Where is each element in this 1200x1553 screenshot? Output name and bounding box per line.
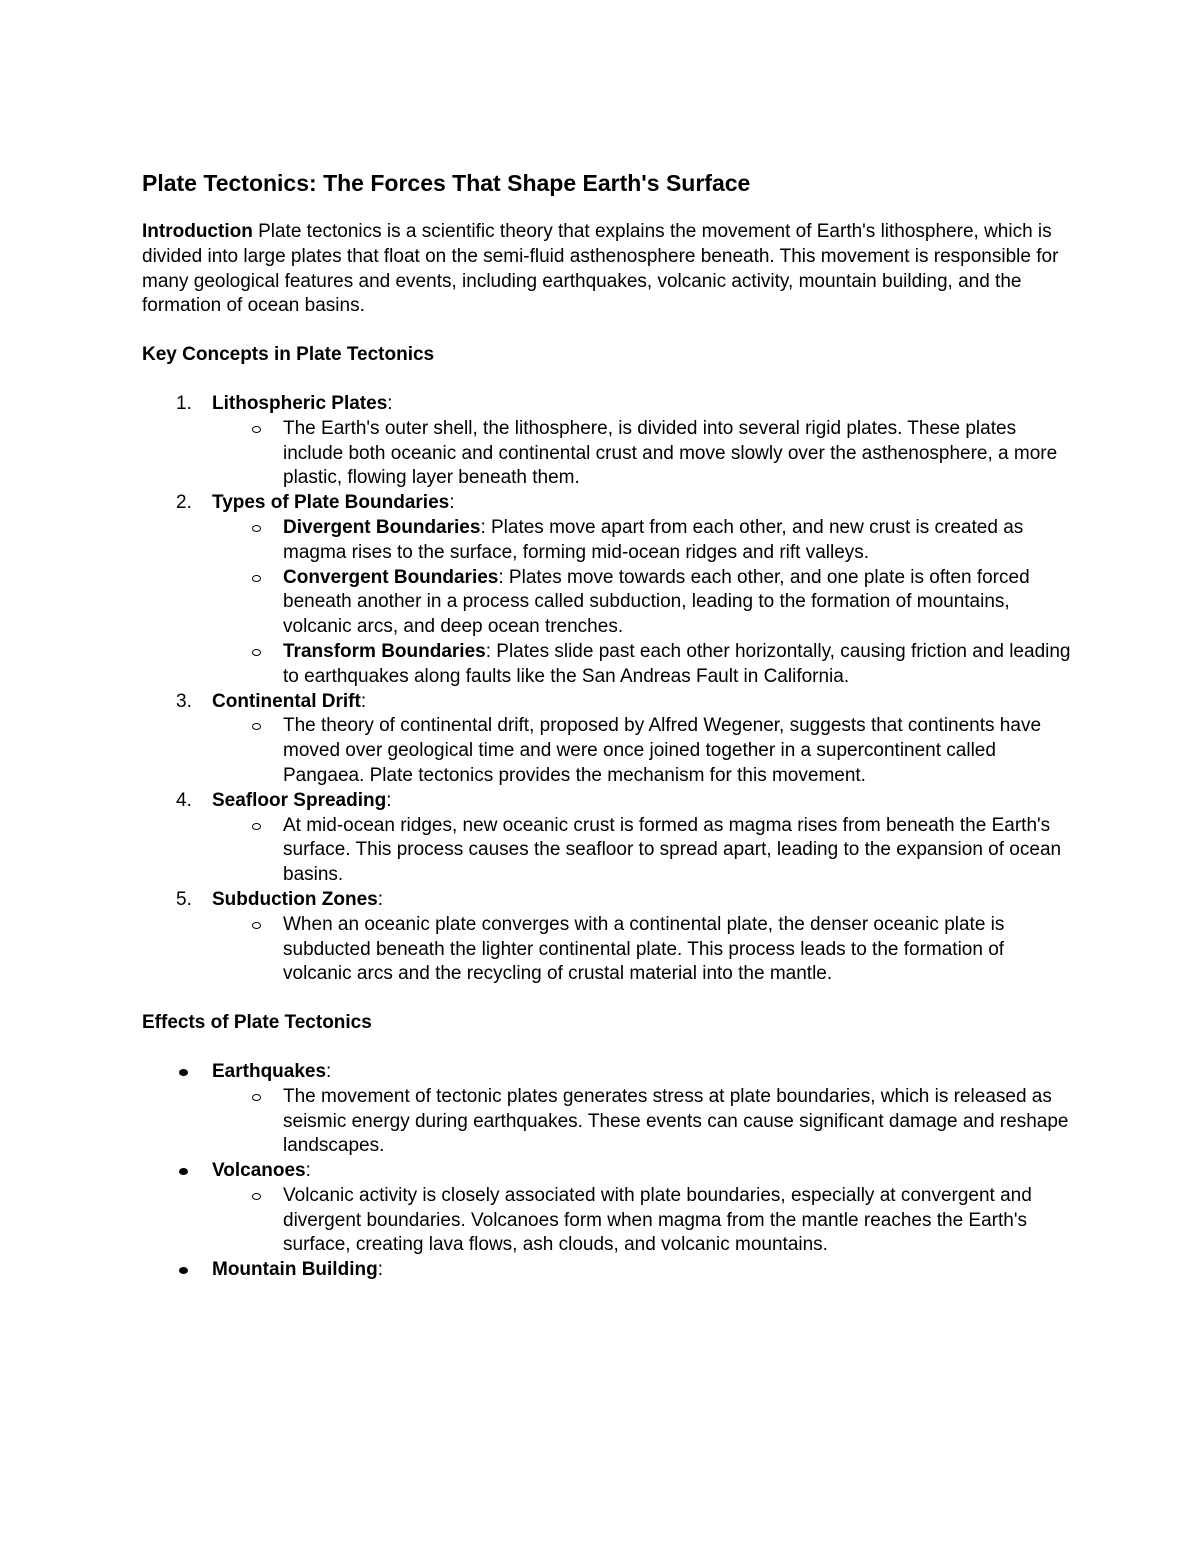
sub-list-item xyxy=(212,1184,1072,1258)
list-item-term: Volcanoes xyxy=(212,1160,306,1182)
sub-list xyxy=(212,714,1072,788)
hollow-circle-bullet-icon xyxy=(252,723,261,730)
introduction-label: Introduction xyxy=(142,221,253,242)
sub-item-term: Divergent Boundaries xyxy=(283,516,481,538)
hollow-circle-bullet-icon xyxy=(252,1094,261,1101)
sub-item-suffix: : xyxy=(480,516,486,538)
hollow-circle-bullet-icon xyxy=(252,575,261,582)
effects-list xyxy=(142,1060,1072,1283)
effects-heading: Effects of Plate Tectonics xyxy=(142,1012,372,1034)
list-item-suffix: : xyxy=(386,789,392,811)
list-item-term: Mountain Building xyxy=(212,1259,378,1281)
hollow-circle-bullet-icon xyxy=(252,1193,261,1200)
list-item xyxy=(142,1060,1072,1159)
list-item-suffix: : xyxy=(377,1259,383,1281)
list-item-term: Seafloor Spreading xyxy=(212,789,387,811)
sub-list xyxy=(212,417,1072,491)
sub-list xyxy=(212,913,1072,987)
sub-list-item xyxy=(212,566,1072,640)
filled-circle-bullet-icon xyxy=(179,1069,188,1076)
introduction-text: Plate tectonics is a scientific theory that explains the movement of Earth's lithosphere, which is divided into large plates that float on the semi-fluid asthenosphere beneath. This movement is responsible for many geological features and events, including earthquakes, volcanic activity, mountain building, and the formation of ocean basins. xyxy=(142,221,1059,317)
sub-list-item xyxy=(212,417,1072,491)
list-number: 2. xyxy=(176,492,192,514)
list-item xyxy=(142,1159,1072,1258)
list-item-suffix: : xyxy=(326,1060,332,1082)
hollow-circle-bullet-icon xyxy=(252,525,261,532)
list-item-term: Subduction Zones xyxy=(212,888,378,910)
sub-item-text: Volcanic activity is closely associated with plate boundaries, especially at convergent and divergent boundaries. Volcanoes form when magma from the mantle reaches the Earth's surface, creating lava flows, ash clouds, and volcanic mountains. xyxy=(283,1184,1032,1256)
sub-item-text: The movement of tectonic plates generates stress at plate boundaries, which is released as seismic energy during earthquakes. These events can cause significant damage and reshape landscapes. xyxy=(283,1085,1069,1157)
sub-item-term: Transform Boundaries xyxy=(283,640,486,662)
list-item-term: Continental Drift xyxy=(212,690,361,712)
list-item-suffix: : xyxy=(377,888,383,910)
hollow-circle-bullet-icon xyxy=(252,649,261,656)
key-concepts-list xyxy=(142,392,1072,987)
sub-item-suffix: : xyxy=(498,566,504,588)
list-item xyxy=(142,690,1072,789)
list-item-suffix: : xyxy=(360,690,367,712)
key-concepts-heading: Key Concepts in Plate Tectonics xyxy=(142,344,435,366)
sub-item-text: The theory of continental drift, proposed by Alfred Wegener, suggests that continents have moved over geological time and were once joined together in a supercontinent called Pangaea. Plate tectonics provides the mechanism for this movement. xyxy=(283,715,1042,786)
sub-item-text: Plates move apart from each other, and new crust is created as magma rises to the surface, forming mid-ocean ridges and rift valleys. xyxy=(283,516,1024,563)
sub-list-item xyxy=(212,640,1072,690)
list-number: 1. xyxy=(176,392,192,414)
list-item-term: Earthquakes xyxy=(212,1060,327,1082)
list-item xyxy=(142,392,1072,491)
list-number: 5. xyxy=(176,888,192,910)
filled-circle-bullet-icon xyxy=(179,1168,188,1175)
introduction-paragraph xyxy=(142,220,1072,319)
list-item xyxy=(142,888,1072,987)
sub-item-text: When an oceanic plate converges with a continental plate, the denser oceanic plate is subducted beneath the lighter continental plate. This process leads to the formation of volcanic arcs and the recycling of crustal material into the mantle. xyxy=(283,913,1005,985)
sub-item-text: At mid-ocean ridges, new oceanic crust is formed as magma rises from beneath the Earth's surface. This process causes the seafloor to spread apart, leading to the expansion of ocean basins. xyxy=(283,814,1062,886)
sub-item-text: The Earth's outer shell, the lithosphere, is divided into several rigid plates. These plates include both oceanic and continental crust and move slowly over the asthenosphere, a more plastic, flowing layer beneath them. xyxy=(283,417,1058,489)
sub-item-term: Convergent Boundaries xyxy=(283,566,499,588)
hollow-circle-bullet-icon xyxy=(252,823,261,830)
list-item xyxy=(142,1258,1072,1283)
list-item-suffix: : xyxy=(305,1160,311,1182)
hollow-circle-bullet-icon xyxy=(252,426,261,433)
list-item-suffix: : xyxy=(449,492,455,514)
sub-list xyxy=(212,814,1072,888)
page-title: Plate Tectonics: The Forces That Shape Earth's Surface xyxy=(142,170,751,196)
sub-list-item xyxy=(212,714,1072,788)
sub-list-item xyxy=(212,516,1072,566)
sub-list-item xyxy=(212,814,1072,888)
list-item xyxy=(142,491,1072,689)
list-number: 3. xyxy=(176,690,192,712)
list-number: 4. xyxy=(176,789,192,811)
sub-list xyxy=(212,1184,1072,1258)
sub-item-text: Plates move towards each other, and one plate is often forced beneath another in a process called subduction, leading to the formation of mountains, volcanic arcs, and deep ocean trenches. xyxy=(283,566,1030,638)
hollow-circle-bullet-icon xyxy=(252,922,261,929)
list-item-suffix: : xyxy=(387,392,393,414)
sub-list xyxy=(212,1085,1072,1159)
sub-list-item xyxy=(212,1085,1072,1159)
sub-item-text: Plates slide past each other horizontally, causing friction and leading to earthquakes along faults like the San Andreas Fault in California. xyxy=(283,640,1071,687)
list-item-term: Types of Plate Boundaries xyxy=(212,492,450,514)
sub-list-item xyxy=(212,913,1072,987)
list-item xyxy=(142,789,1072,888)
sub-item-suffix: : xyxy=(485,640,491,662)
filled-circle-bullet-icon xyxy=(179,1267,188,1274)
list-item-term: Lithospheric Plates xyxy=(212,392,388,414)
document-page xyxy=(142,168,1072,1283)
sub-list xyxy=(212,516,1072,690)
